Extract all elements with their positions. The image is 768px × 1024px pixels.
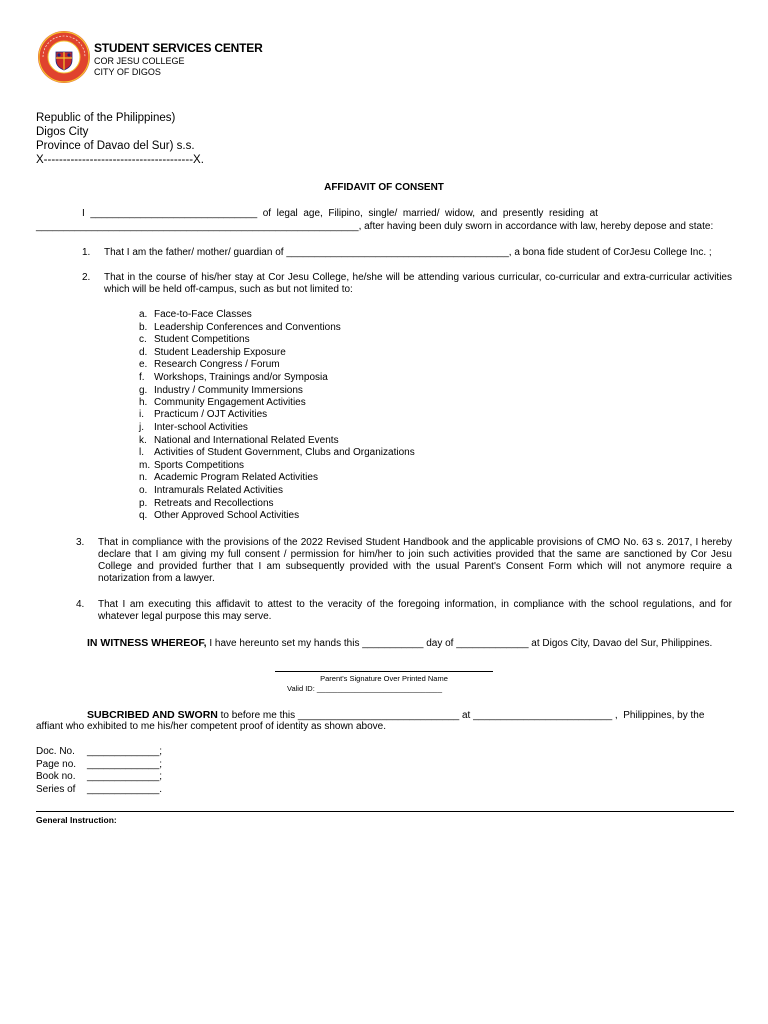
item-3-text: That in compliance with the provisions of the 2022 Revised Student Handbook and the applicable provisions of CMO No. 63 s. 2017, I hereby declare that I am giving my full consent / permission for him/her to join such activities provided that the same are sanctioned by Cor Jesu College and provided further that I am subsequently provided with the usual Parent's Consent Form which will not anymore require a notarization from a lawyer. [98, 537, 732, 584]
item-2-number: 2. [82, 272, 91, 283]
notarial-row: Series of _____________. [36, 784, 163, 795]
list-item: p. Retreats and Recollections [139, 498, 274, 509]
college-seal-logo [37, 30, 91, 84]
header-city: CITY OF DIGOS [94, 67, 161, 77]
sworn-lead: SUBCRIBED AND SWORN [87, 709, 218, 721]
item-3-number: 3. [76, 537, 85, 548]
item-2-text: That in the course of his/her stay at Cor Jesu College, he/she will be attending various curricular, co-curricular and extra-curricular activities which will be held off-campus, such as but not limited to: [104, 272, 732, 295]
item-1-text: That I am the father/ mother/ guardian of ________________________________________, a bona fide student of CorJesu College Inc. ; [104, 247, 712, 258]
venue-line-3: Province of Davao del Sur) s.s. [36, 140, 195, 152]
venue-line-1: Republic of the Philippines) [36, 112, 176, 124]
intro-line-1: I ______________________________ of legal age, Filipino, single/ married/ widow, and presently residing at [82, 208, 598, 219]
list-item: f. Workshops, Trainings and/or Symposia [139, 372, 328, 383]
list-item: j. Inter-school Activities [139, 422, 248, 433]
list-item: k. National and International Related Events [139, 435, 339, 446]
notarial-row: Doc. No. _____________; [36, 746, 163, 757]
signature-line [275, 671, 493, 672]
witness-text: I have hereunto set my hands this ___________ day of _____________ at Digos City, Davao del Sur, Philippines. [206, 638, 713, 649]
header-title: STUDENT SERVICES CENTER [94, 41, 263, 55]
list-item: g. Industry / Community Immersions [139, 385, 303, 396]
list-item: a. Face-to-Face Classes [139, 309, 252, 320]
item-1-number: 1. [82, 247, 91, 258]
witness-lead: IN WITNESS WHEREOF, [87, 637, 207, 649]
venue-line-2: Digos City [36, 126, 89, 138]
document-title: AFFIDAVIT OF CONSENT [324, 182, 444, 193]
notarial-row: Book no. _____________; [36, 771, 163, 782]
section-divider [36, 811, 734, 812]
list-item: e. Research Congress / Forum [139, 359, 280, 370]
seal-icon [37, 30, 91, 84]
list-item: m. Sports Competitions [139, 460, 245, 471]
intro-line-2: __________________________________________________________, after having been duly sworn in accordance with law, hereby depose and state: [36, 221, 714, 232]
item-4-number: 4. [76, 599, 85, 610]
list-item: i. Practicum / OJT Activities [139, 409, 268, 420]
notarial-row: Page no. _____________; [36, 759, 163, 770]
list-item: b. Leadership Conferences and Conventions [139, 322, 341, 333]
sworn-line-2: affiant who exhibited to me his/her competent proof of identity as shown above. [36, 721, 387, 732]
list-item: h. Community Engagement Activities [139, 397, 306, 408]
list-item: d. Student Leadership Exposure [139, 347, 286, 358]
valid-id-line: Valid ID: ______________________________ [287, 684, 443, 693]
witness-clause [87, 637, 712, 650]
item-4-text: That I am executing this affidavit to attest to the veracity of the foregoing information, in compliance with the school regulations, and for whatever legal purpose this may serve. [98, 599, 732, 622]
list-item: q. Other Approved School Activities [139, 510, 300, 521]
sworn-line-1: to before me this _____________________________ at _________________________ , Philippines, by the [217, 710, 705, 721]
list-item: n. Academic Program Related Activities [139, 472, 318, 483]
general-instruction-heading: General Instruction: [36, 815, 117, 825]
list-item: o. Intramurals Related Activities [139, 485, 283, 496]
header-college: COR JESU COLLEGE [94, 56, 185, 66]
signature-caption: Parent's Signature Over Printed Name [320, 674, 448, 683]
venue-line-4: X---------------------------------------X. [36, 154, 204, 166]
list-item: c. Student Competitions [139, 334, 250, 345]
list-item: l. Activities of Student Government, Clubs and Organizations [139, 447, 415, 458]
